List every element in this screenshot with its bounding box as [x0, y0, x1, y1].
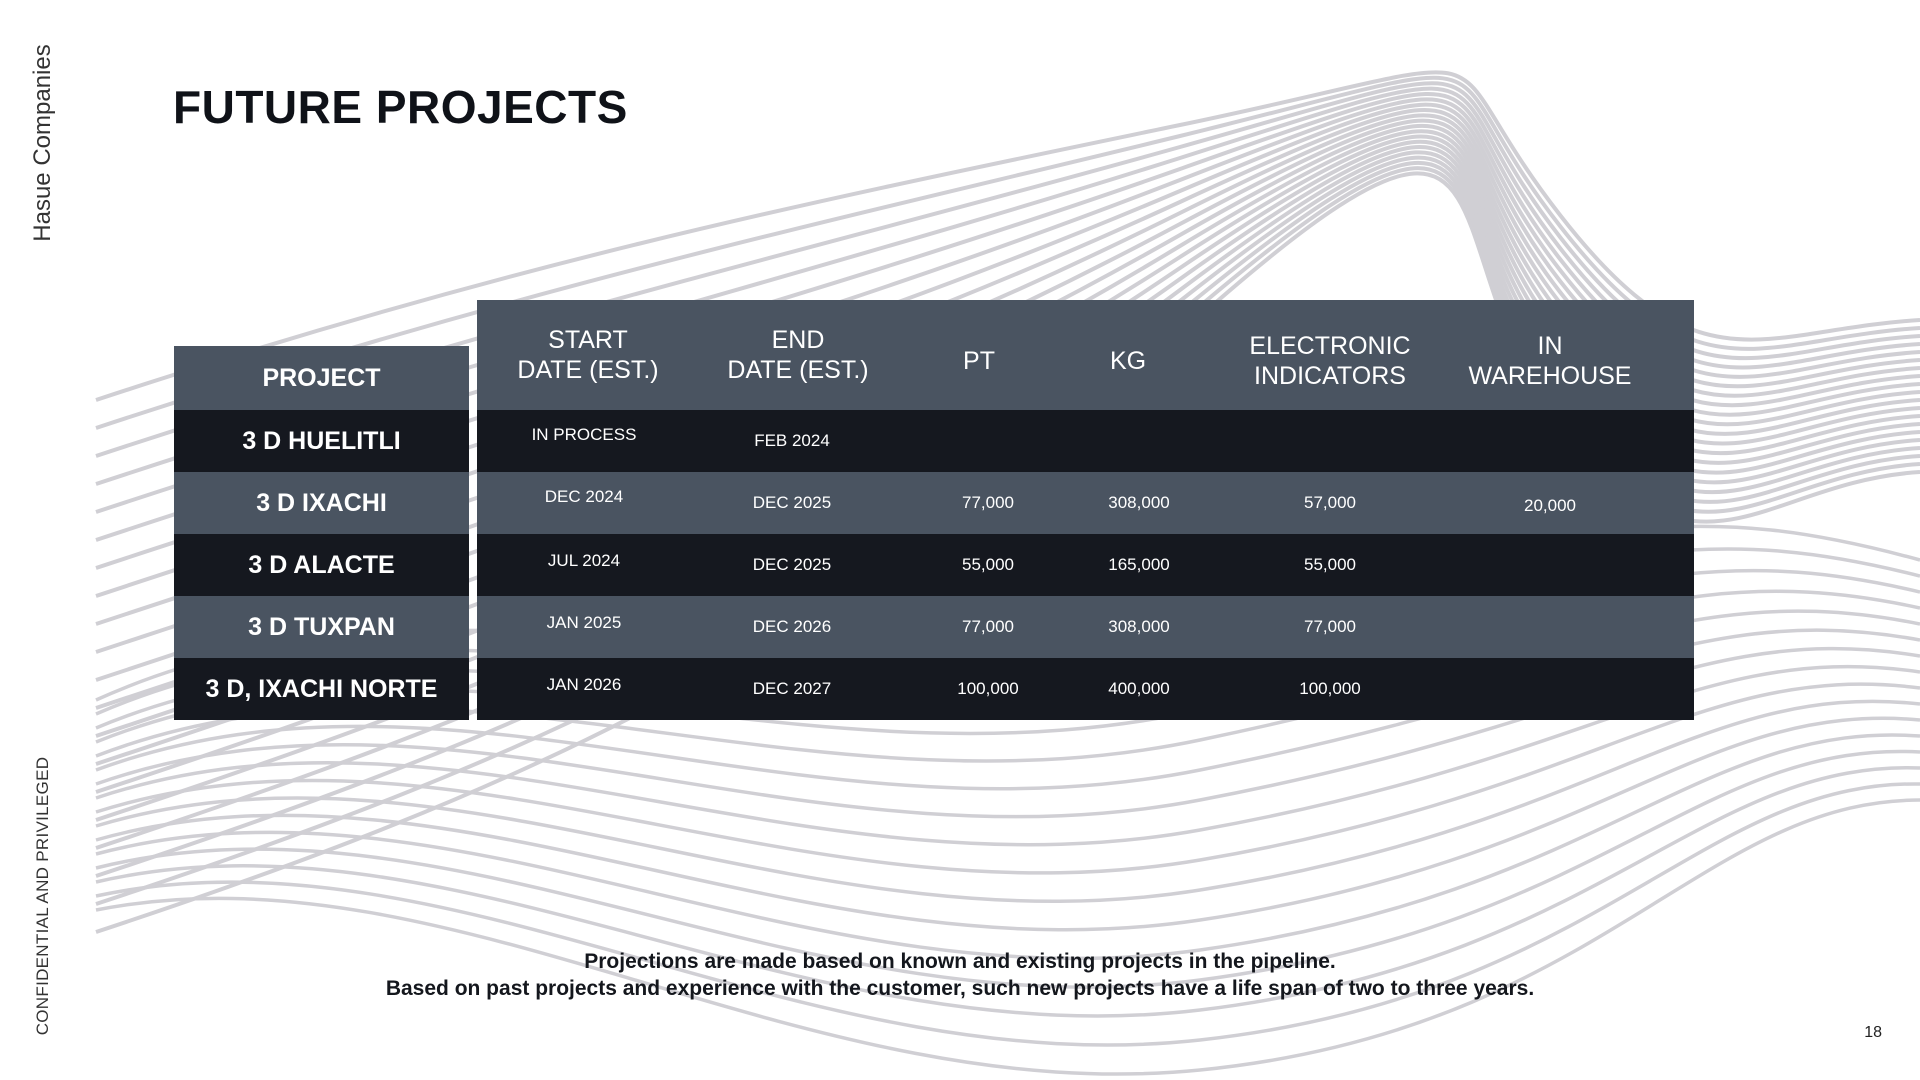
- project-name: 3 D HUELITLI: [174, 410, 469, 472]
- header-end-date: END DATE (EST.): [727, 326, 869, 384]
- kg-cell: 308,000: [1108, 617, 1170, 636]
- side-company-label: Hasue Companies: [29, 44, 56, 242]
- wave-line: [96, 800, 1920, 1074]
- wave-line: [96, 735, 1920, 958]
- table-row: [477, 410, 1694, 472]
- kg-cell: 165,000: [1108, 555, 1170, 574]
- project-name: 3 D, IXACHI NORTE: [174, 658, 469, 720]
- wave-line: [96, 784, 1920, 1045]
- end-date-cell: DEC 2025: [752, 493, 832, 512]
- pt-cell: 77,000: [962, 617, 1014, 636]
- table-row: [477, 596, 1694, 658]
- header-in-warehouse: IN WAREHOUSE: [1468, 332, 1632, 390]
- start-date-cell: JAN 2026: [546, 675, 622, 694]
- end-date-cell: DEC 2027: [752, 679, 832, 698]
- footnote-line-2: Based on past projects and experience with the customer, such new projects have a life span of two to three years.: [385, 977, 1535, 1000]
- header-start-date: START DATE (EST.): [517, 326, 659, 384]
- end-date-cell: DEC 2025: [752, 555, 832, 574]
- page-title: FUTURE PROJECTS: [173, 81, 628, 133]
- pt-cell: 77,000: [962, 493, 1014, 512]
- electronic-cell: 100,000: [1299, 679, 1361, 698]
- start-date-cell: IN PROCESS: [531, 425, 637, 444]
- kg-cell: 308,000: [1108, 493, 1170, 512]
- projections-table: [477, 300, 1694, 720]
- electronic-cell: 77,000: [1304, 617, 1356, 636]
- start-date-cell: JUL 2024: [547, 551, 621, 570]
- electronic-cell: 57,000: [1304, 493, 1356, 512]
- project-column: [174, 346, 469, 720]
- electronic-cell: 55,000: [1304, 555, 1356, 574]
- table-row: [477, 658, 1694, 720]
- project-name: 3 D IXACHI: [174, 472, 469, 534]
- project-header: PROJECT: [174, 346, 469, 410]
- kg-cell: 400,000: [1108, 679, 1170, 698]
- start-date-cell: JAN 2025: [546, 613, 622, 632]
- warehouse-cell: 20,000: [1524, 496, 1576, 515]
- header-electronic-indicators: ELECTRONIC INDICATORS: [1249, 332, 1411, 390]
- header-pt: PT: [963, 347, 995, 375]
- footnote-line-1: Projections are made based on known and existing projects in the pipeline.: [584, 950, 1336, 973]
- page-number: 18: [1864, 1024, 1882, 1041]
- side-confidential-label: CONFIDENTIAL AND PRIVILEGED: [33, 756, 52, 1036]
- pt-cell: 55,000: [962, 555, 1014, 574]
- project-name: 3 D ALACTE: [174, 534, 469, 596]
- pt-cell: 100,000: [957, 679, 1019, 698]
- wave-line: [96, 718, 1920, 929]
- table-header: [477, 300, 1694, 410]
- start-date-cell: DEC 2024: [544, 487, 624, 506]
- end-date-cell: DEC 2026: [752, 617, 832, 636]
- project-name: 3 D TUXPAN: [174, 596, 469, 658]
- header-kg: KG: [1109, 347, 1147, 375]
- table-row: [477, 534, 1694, 596]
- end-date-cell: FEB 2024: [754, 431, 830, 450]
- table-row: [477, 472, 1694, 534]
